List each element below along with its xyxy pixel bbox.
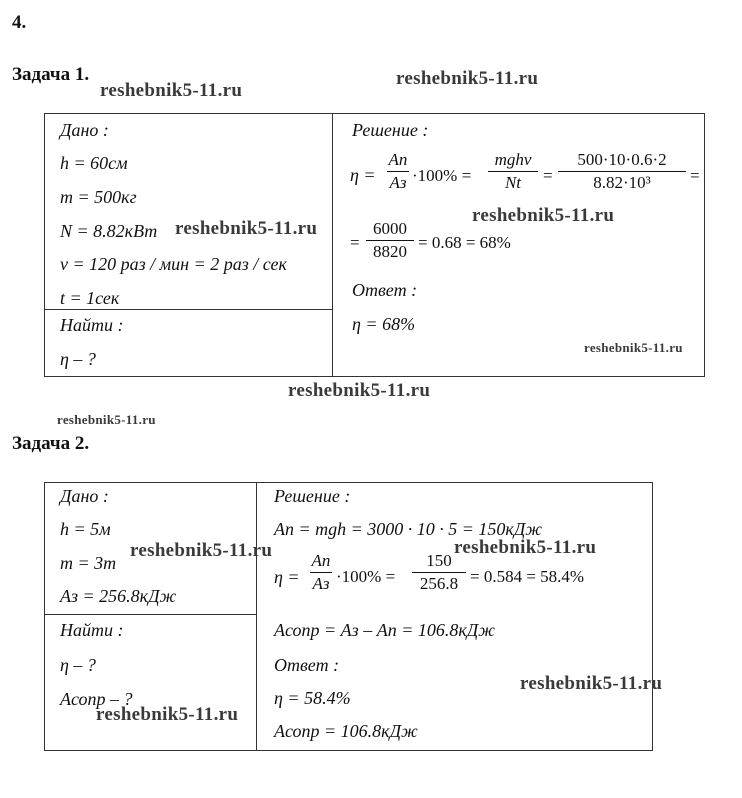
task2-fraction-numbers [412, 551, 466, 594]
frac-denominator: 8.82·10³ [593, 173, 651, 192]
frac-denominator: Aз [389, 173, 407, 192]
frac-denominator: 256.8 [419, 574, 459, 593]
task1-fraction-formula [488, 150, 538, 193]
task1-find-label: Найти : [60, 315, 124, 335]
task1-eta: η = [350, 165, 376, 185]
watermark: reshebnik5-11.ru [396, 68, 539, 89]
frac-denominator: Aз [312, 574, 330, 593]
task1-find-item: η – ? [60, 349, 96, 369]
task1-equals: = [543, 166, 553, 185]
watermark: reshebnik5-11.ru [288, 380, 431, 401]
task1-line2-result: = 0.68 = 68% [418, 233, 511, 252]
watermark: reshebnik5-11.ru [454, 537, 597, 558]
task2-given-find-divider [44, 614, 257, 615]
frac-numerator: 150 [426, 551, 452, 570]
task2-solution-line: Aсопр = Aз – Aп = 106.8кДж [274, 620, 495, 640]
frac-numerator: 6000 [373, 219, 407, 238]
task1-given-label: Дано : [60, 120, 109, 140]
task1-fraction-efficiency [387, 150, 409, 193]
task1-fraction-result [366, 219, 414, 262]
task1-given-item: m = 500кг [60, 187, 137, 207]
task2-answer: Aсопр = 106.8кДж [274, 721, 418, 741]
frac-numerator: mghv [494, 150, 532, 169]
task2-answer-label: Ответ : [274, 655, 340, 675]
task1-solution-label: Решение : [352, 120, 429, 140]
frac-denominator: Nt [504, 173, 522, 192]
frac-numerator: Aп [311, 551, 331, 570]
task2-percent: ·100% = [336, 567, 396, 586]
task2-find-item: Aсопр – ? [60, 689, 133, 709]
frac-numerator: 500·10·0.6·2 [577, 150, 667, 169]
task2-answer: η = 58.4% [274, 688, 351, 708]
task2-given-label: Дано : [60, 486, 109, 506]
task2-solution-line: Aп = mgh = 3000 · 10 · 5 = 150кДж [274, 519, 543, 539]
task2-find-item: η – ? [60, 655, 96, 675]
task2-eta: η = [274, 567, 300, 587]
task1-line2-eq: = [350, 233, 360, 252]
task1-given-find-divider [44, 309, 333, 310]
task1-given-item: v = 120 раз / мин = 2 раз / сек [60, 254, 287, 274]
watermark: reshebnik5-11.ru [175, 218, 318, 239]
watermark: reshebnik5-11.ru [520, 673, 663, 694]
watermark: reshebnik5-11.ru [130, 540, 273, 561]
watermark: reshebnik5-11.ru [472, 205, 615, 226]
watermark: reshebnik5-11.ru [584, 340, 683, 355]
task2-divider [256, 482, 257, 751]
task2-title: Задача 2. [12, 433, 90, 454]
task1-given-item: h = 60см [60, 153, 128, 173]
task1-given-item: N = 8.82кВт [60, 221, 158, 241]
task2-fraction-efficiency [310, 551, 332, 594]
task1-equals-end: = [690, 166, 700, 185]
task1-percent: ·100% = [412, 166, 472, 185]
task1-divider [332, 113, 333, 377]
task2-find-label: Найти : [60, 620, 124, 640]
watermark: reshebnik5-11.ru [57, 412, 156, 427]
task1-answer: η = 68% [352, 314, 416, 334]
task1-fraction-numbers [558, 150, 686, 193]
task2-solution-label: Решение : [274, 486, 351, 506]
task1-title: Задача 1. [12, 64, 90, 85]
task2-given-item: Aз = 256.8кДж [60, 586, 177, 606]
task1-answer-label: Ответ : [352, 280, 418, 300]
task2-given-item: m = 3т [60, 553, 117, 573]
watermark: reshebnik5-11.ru [96, 704, 239, 725]
task2-result: = 0.584 = 58.4% [470, 567, 585, 586]
watermark: reshebnik5-11.ru [100, 80, 243, 101]
frac-denominator: 8820 [373, 242, 407, 261]
frac-numerator: Aп [388, 150, 408, 169]
task1-given-item: t = 1сек [60, 288, 120, 308]
task2-given-item: h = 5м [60, 519, 111, 539]
exercise-number: 4. [12, 12, 27, 33]
